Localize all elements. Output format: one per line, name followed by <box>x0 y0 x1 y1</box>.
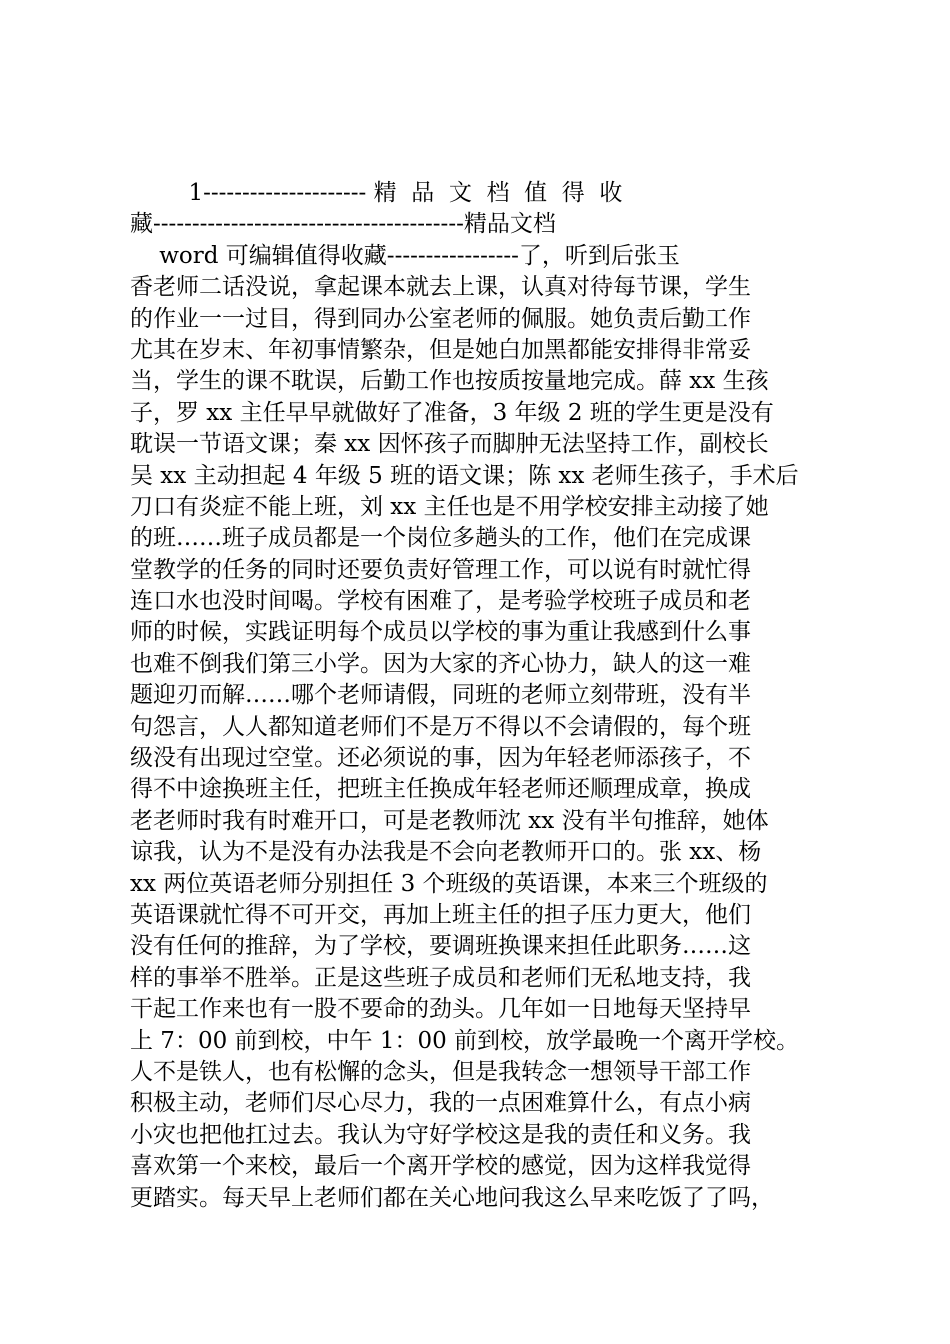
text-line: 尤其在岁末、年初事情繁杂，但是她白加黑都能安排得非常妥 <box>130 336 751 363</box>
text-line: 积极主动，老师们尽心尽力，我的一点困难算什么，有点小病 <box>130 1090 751 1117</box>
text-line: word 可编辑值得收藏-----------------了，听到后张玉 <box>130 242 680 269</box>
text-line: 的班……班子成员都是一个岗位多趟头的工作，他们在完成课 <box>130 525 751 552</box>
text-line: 香老师二话没说，拿起课本就去上课，认真对待每节课，学生 <box>130 274 751 301</box>
text-line: 也难不倒我们第三小学。因为大家的齐心协力，缺人的这一难 <box>130 650 751 677</box>
text-line: 没有任何的推辞，为了学校，要调班换课来担任此职务……这 <box>130 933 751 960</box>
text-line: 吴 xx 主动担起 4 年级 5 班的语文课；陈 xx 老师生孩子，手术后 <box>130 462 799 489</box>
header-line: 藏----------------------------------------精品文档 <box>130 211 556 238</box>
text-line: 老老师时我有时难开口，可是老教师沈 xx 没有半句推辞，她体 <box>130 807 769 834</box>
text-line: 师的时候，实践证明每个成员以学校的事为重让我感到什么事 <box>130 619 751 646</box>
text-line: xx 两位英语老师分别担任 3 个班级的英语课，本来三个班级的 <box>130 870 768 897</box>
text-line: 刀口有炎症不能上班，刘 xx 主任也是不用学校安排主动接了她 <box>130 493 769 520</box>
text-line: 级没有出现过空堂。还必须说的事，因为年轻老师添孩子，不 <box>130 745 751 772</box>
document-body <box>130 178 840 1214</box>
text-line: 得不中途换班主任，把班主任换成年轻老师还顺理成章，换成 <box>130 776 751 803</box>
text-line: 题迎刃而解……哪个老师请假，同班的老师立刻带班，没有半 <box>130 682 751 709</box>
text-line: 堂教学的任务的同时还要负责好管理工作，可以说有时就忙得 <box>130 556 751 583</box>
text-line: 样的事举不胜举。正是这些班子成员和老师们无私地支持，我 <box>130 964 751 991</box>
text-line: 子，罗 xx 主任早早就做好了准备，3 年级 2 班的学生更是没有 <box>130 399 774 426</box>
header-line: 1--------------------- 精 品 文 档 值 得 收 <box>130 180 623 206</box>
text-line: 干起工作来也有一股不要命的劲头。几年如一日地每天坚持早 <box>130 996 751 1023</box>
text-line: 当，学生的课不耽误，后勤工作也按质按量地完成。薛 xx 生孩 <box>130 368 769 395</box>
text-line: 人不是铁人，也有松懈的念头，但是我转念一想领导干部工作 <box>130 1058 751 1085</box>
text-line: 英语课就忙得不可开交，再加上班主任的担子压力更大，他们 <box>130 901 751 928</box>
text-line: 连口水也没时间喝。学校有困难了，是考验学校班子成员和老 <box>130 588 751 615</box>
text-line: 句怨言，人人都知道老师们不是万不得以不会请假的，每个班 <box>130 713 751 740</box>
text-line: 小灾也把他扛过去。我认为守好学校这是我的责任和义务。我 <box>130 1121 751 1148</box>
text-line: 谅我，认为不是没有办法我是不会向老教师开口的。张 xx、杨 <box>130 839 762 866</box>
text-line: 耽误一节语文课；秦 xx 因怀孩子而脚肿无法坚持工作，副校长 <box>130 431 769 458</box>
text-line: 喜欢第一个来校，最后一个离开学校的感觉，因为这样我觉得 <box>130 1153 751 1180</box>
text-line: 上 7：00 前到校，中午 1：00 前到校，放学最晚一个离开学校。 <box>130 1027 800 1054</box>
text-line: 更踏实。每天早上老师们都在关心地问我这么早来吃饭了了吗， <box>130 1184 774 1211</box>
text-line: 的作业一一过目，得到同办公室老师的佩服。她负责后勤工作 <box>130 305 751 332</box>
